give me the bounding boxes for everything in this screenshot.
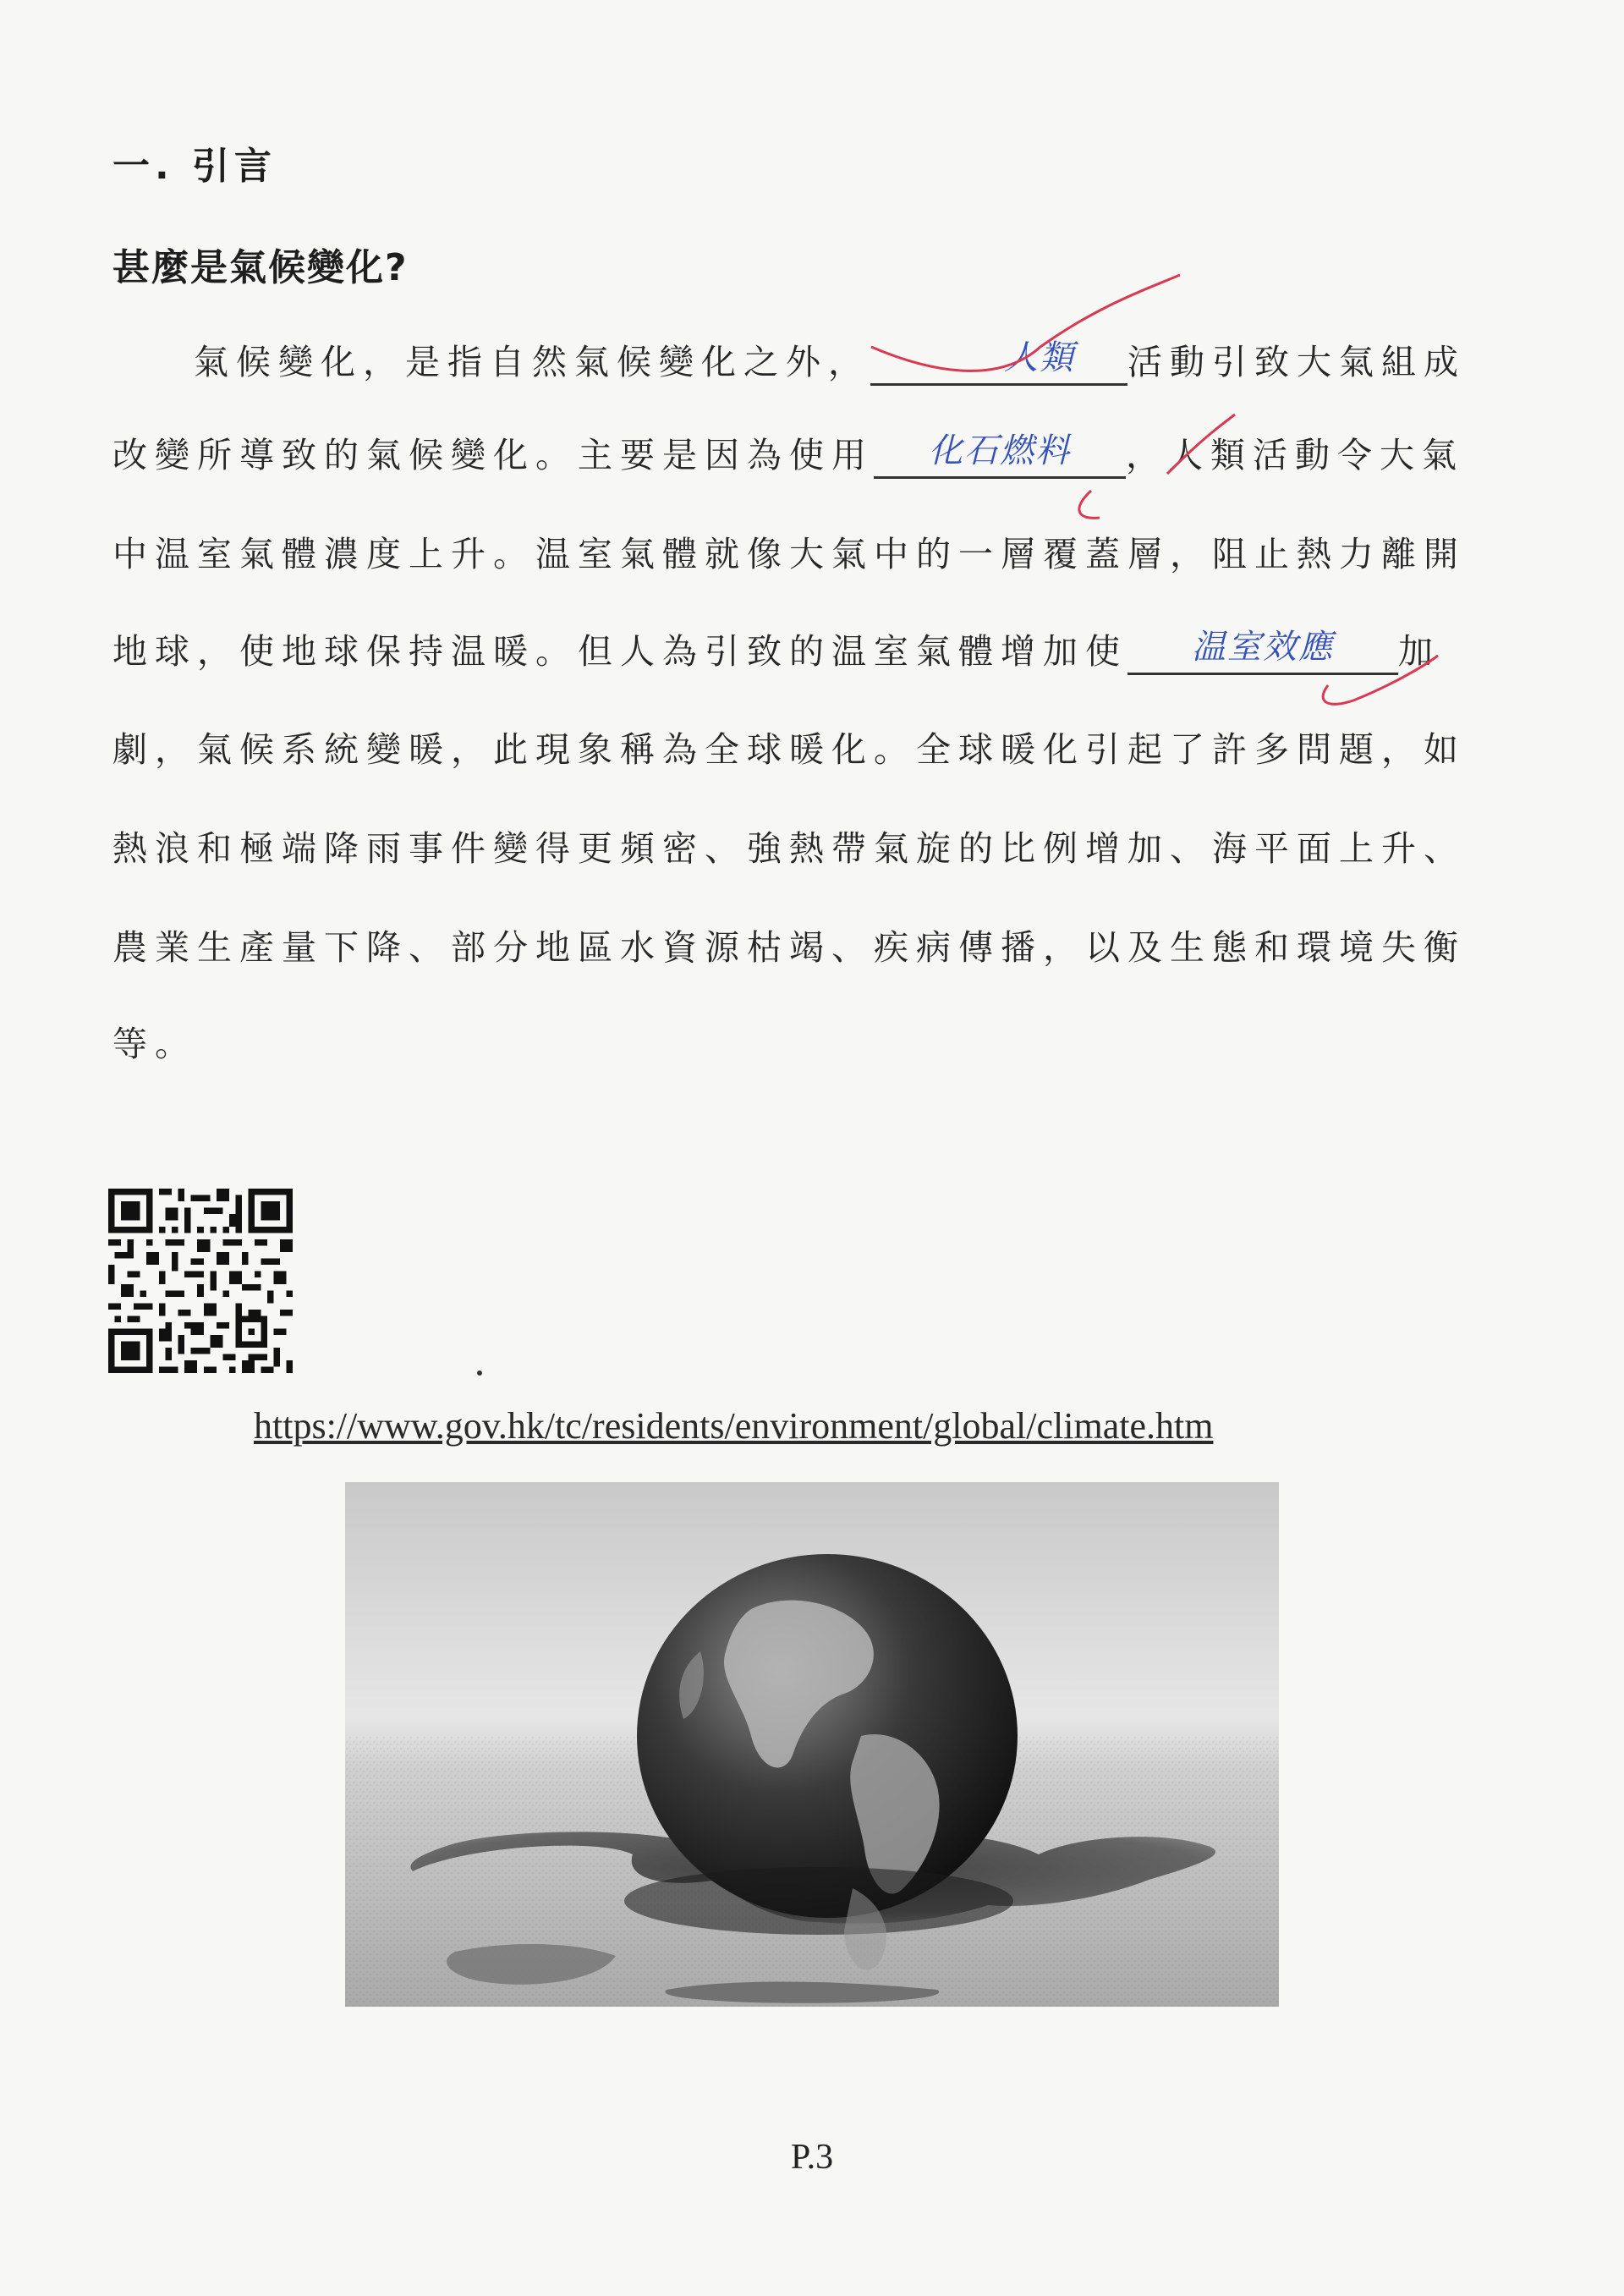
fill-in-blank-2[interactable]: [874, 432, 1126, 479]
paragraph-line-1: [112, 338, 1517, 386]
reference-link[interactable]: https://www.gov.hk/tc/residents/environment/global/climate.htm: [254, 1405, 1214, 1447]
paragraph-text: 活動引致大氣組成: [1127, 342, 1466, 382]
handwritten-answer-1: 人類: [1004, 338, 1075, 377]
melting-earth-image: [345, 1482, 1279, 2007]
stray-dot: [477, 1370, 482, 1376]
page-number: P.3: [790, 2138, 834, 2177]
fill-in-blank-3[interactable]: [1127, 629, 1398, 675]
paragraph-text: 氣候變化，是指自然氣候變化之外，: [194, 342, 870, 382]
paragraph-line-8: 等。: [112, 1024, 197, 1064]
paragraph-line-7: 農業生產量下降、部分地區水資源枯竭、疾病傳播，以及生態和環境失衡: [112, 927, 1466, 968]
question-heading: 甚麼是氣候變化?: [112, 246, 409, 289]
fill-in-blank-1[interactable]: [870, 339, 1127, 386]
paragraph-line-5: 劇，氣候系統變暖，此現象稱為全球暖化。全球暖化引起了許多問題，如: [112, 729, 1466, 770]
paragraph-line-4: [112, 628, 1517, 675]
handwritten-answer-2: 化石燃料: [929, 431, 1071, 470]
paragraph-text: 加: [1398, 631, 1440, 672]
paragraph-text: 改變所導致的氣候變化。主要是因為使用: [112, 435, 874, 475]
section-heading: 一. 引言: [112, 145, 277, 188]
paragraph-text: 地球，使地球保持温暖。但人為引致的温室氣體增加使: [112, 631, 1127, 672]
paragraph-line-6: 熱浪和極端降雨事件變得更頻密、強熱帶氣旋的比例增加、海平面上升、: [112, 828, 1466, 869]
handwritten-answer-3: 温室效應: [1192, 628, 1334, 667]
qr-code[interactable]: [108, 1189, 293, 1373]
paragraph-line-2: [112, 431, 1517, 479]
paragraph-line-3: 中温室氣體濃度上升。温室氣體就像大氣中的一層覆蓋層，阻止熱力離開: [112, 534, 1466, 574]
paragraph-text: ，人類活動令大氣: [1126, 435, 1464, 475]
teacher-tick-marks: [0, 0, 1624, 846]
